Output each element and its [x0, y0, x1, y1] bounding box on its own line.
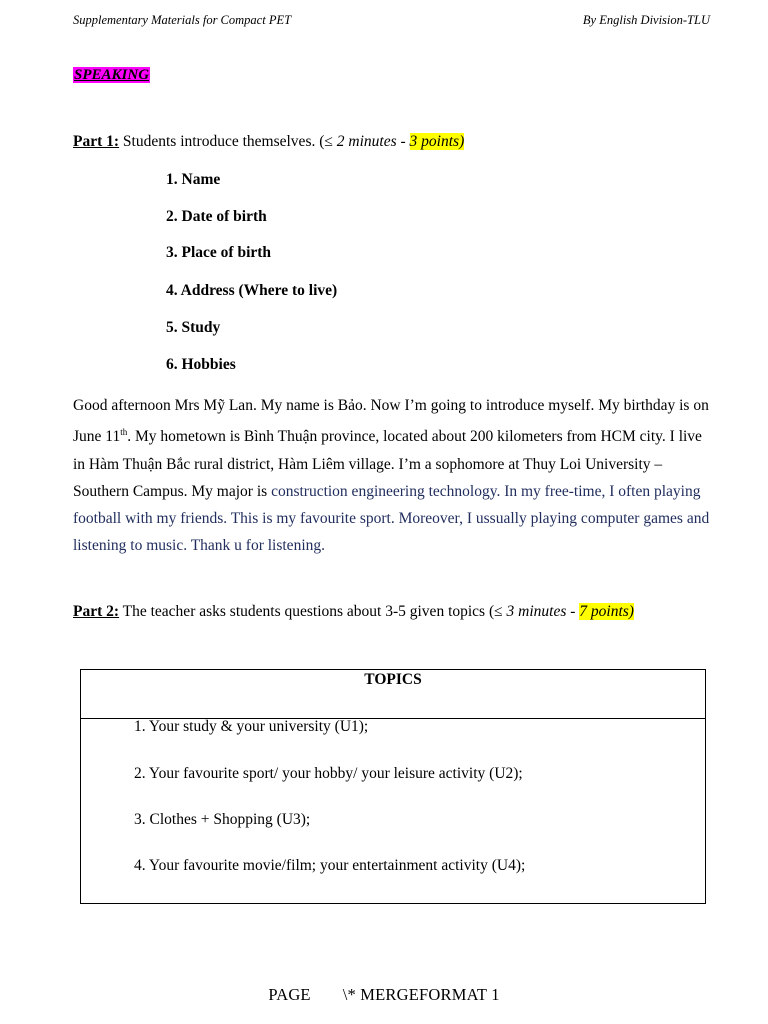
section-title — [73, 67, 150, 84]
part1-item: 4. Address (Where to live) — [166, 282, 338, 299]
topics-title: TOPICS — [81, 670, 705, 719]
part1-points: 3 points) — [409, 133, 465, 150]
part2-label: Part 2: — [73, 603, 120, 620]
paragraph-part-c: construction engineering technology. In my free-time, I often playing football with my friends. This is my favourite sport. Moreover, I ussually playing computer games and listening to music. Thank u for listening. — [73, 482, 710, 555]
topic-item: 2. Your favourite sport/ your hobby/ your leisure activity (U2); — [134, 765, 523, 782]
page-header — [73, 13, 710, 31]
part2-points: 7 points) — [579, 603, 634, 620]
part1-text: Students introduce themselves. (≤ — [119, 133, 337, 150]
topic-item: 4. Your favourite movie/film; your entertainment activity (U4); — [134, 857, 526, 874]
paragraph-part-b: . My hometown is Bình Thuận province, located about 200 kilometers from HCM city. I live in Hàm Thuận Bắc rural district, Hàm Liêm village. I’m a sophomore at Thuy Loi University – Southern Campus. My major is — [73, 428, 702, 500]
header-right-text: By English Division-TLU — [582, 13, 710, 27]
paragraph-part-a: Good afternoon Mrs Mỹ Lan. My name is Bảo. Now I’m going to introduce myself. My birthday is on June 11 — [73, 397, 709, 446]
topic-item: 3. Clothes + Shopping (U3); — [134, 811, 311, 828]
part1-heading — [73, 133, 464, 151]
paragraph-superscript: th — [120, 427, 128, 438]
part1-item: 1. Name — [166, 171, 221, 188]
topics-table — [80, 669, 706, 904]
footer-field-code: \* MERGEFORMAT 1 — [342, 985, 500, 1004]
part1-separator: - — [396, 133, 410, 150]
introduction-paragraph — [73, 392, 713, 559]
topic-item: 1. Your study & your university (U1); — [134, 718, 369, 735]
section-title-text: SPEAKING — [74, 67, 150, 83]
part1-item: 2. Date of birth — [166, 208, 267, 225]
header-left-text: Supplementary Materials for Compact PET — [73, 13, 292, 27]
part2-duration: 3 minutes — [506, 603, 567, 620]
part2-heading — [73, 603, 634, 621]
part1-item: 6. Hobbies — [166, 356, 236, 373]
part1-duration: 2 minutes — [336, 133, 397, 150]
part1-item: 3. Place of birth — [166, 244, 272, 261]
part1-label: Part 1: — [73, 133, 120, 150]
footer-page-label: PAGE — [268, 985, 311, 1004]
part1-item: 5. Study — [166, 319, 221, 336]
part2-text: The teacher asks students questions about 3-5 given topics (≤ — [119, 603, 507, 620]
page-footer — [0, 985, 768, 1005]
part2-separator: - — [566, 603, 580, 620]
